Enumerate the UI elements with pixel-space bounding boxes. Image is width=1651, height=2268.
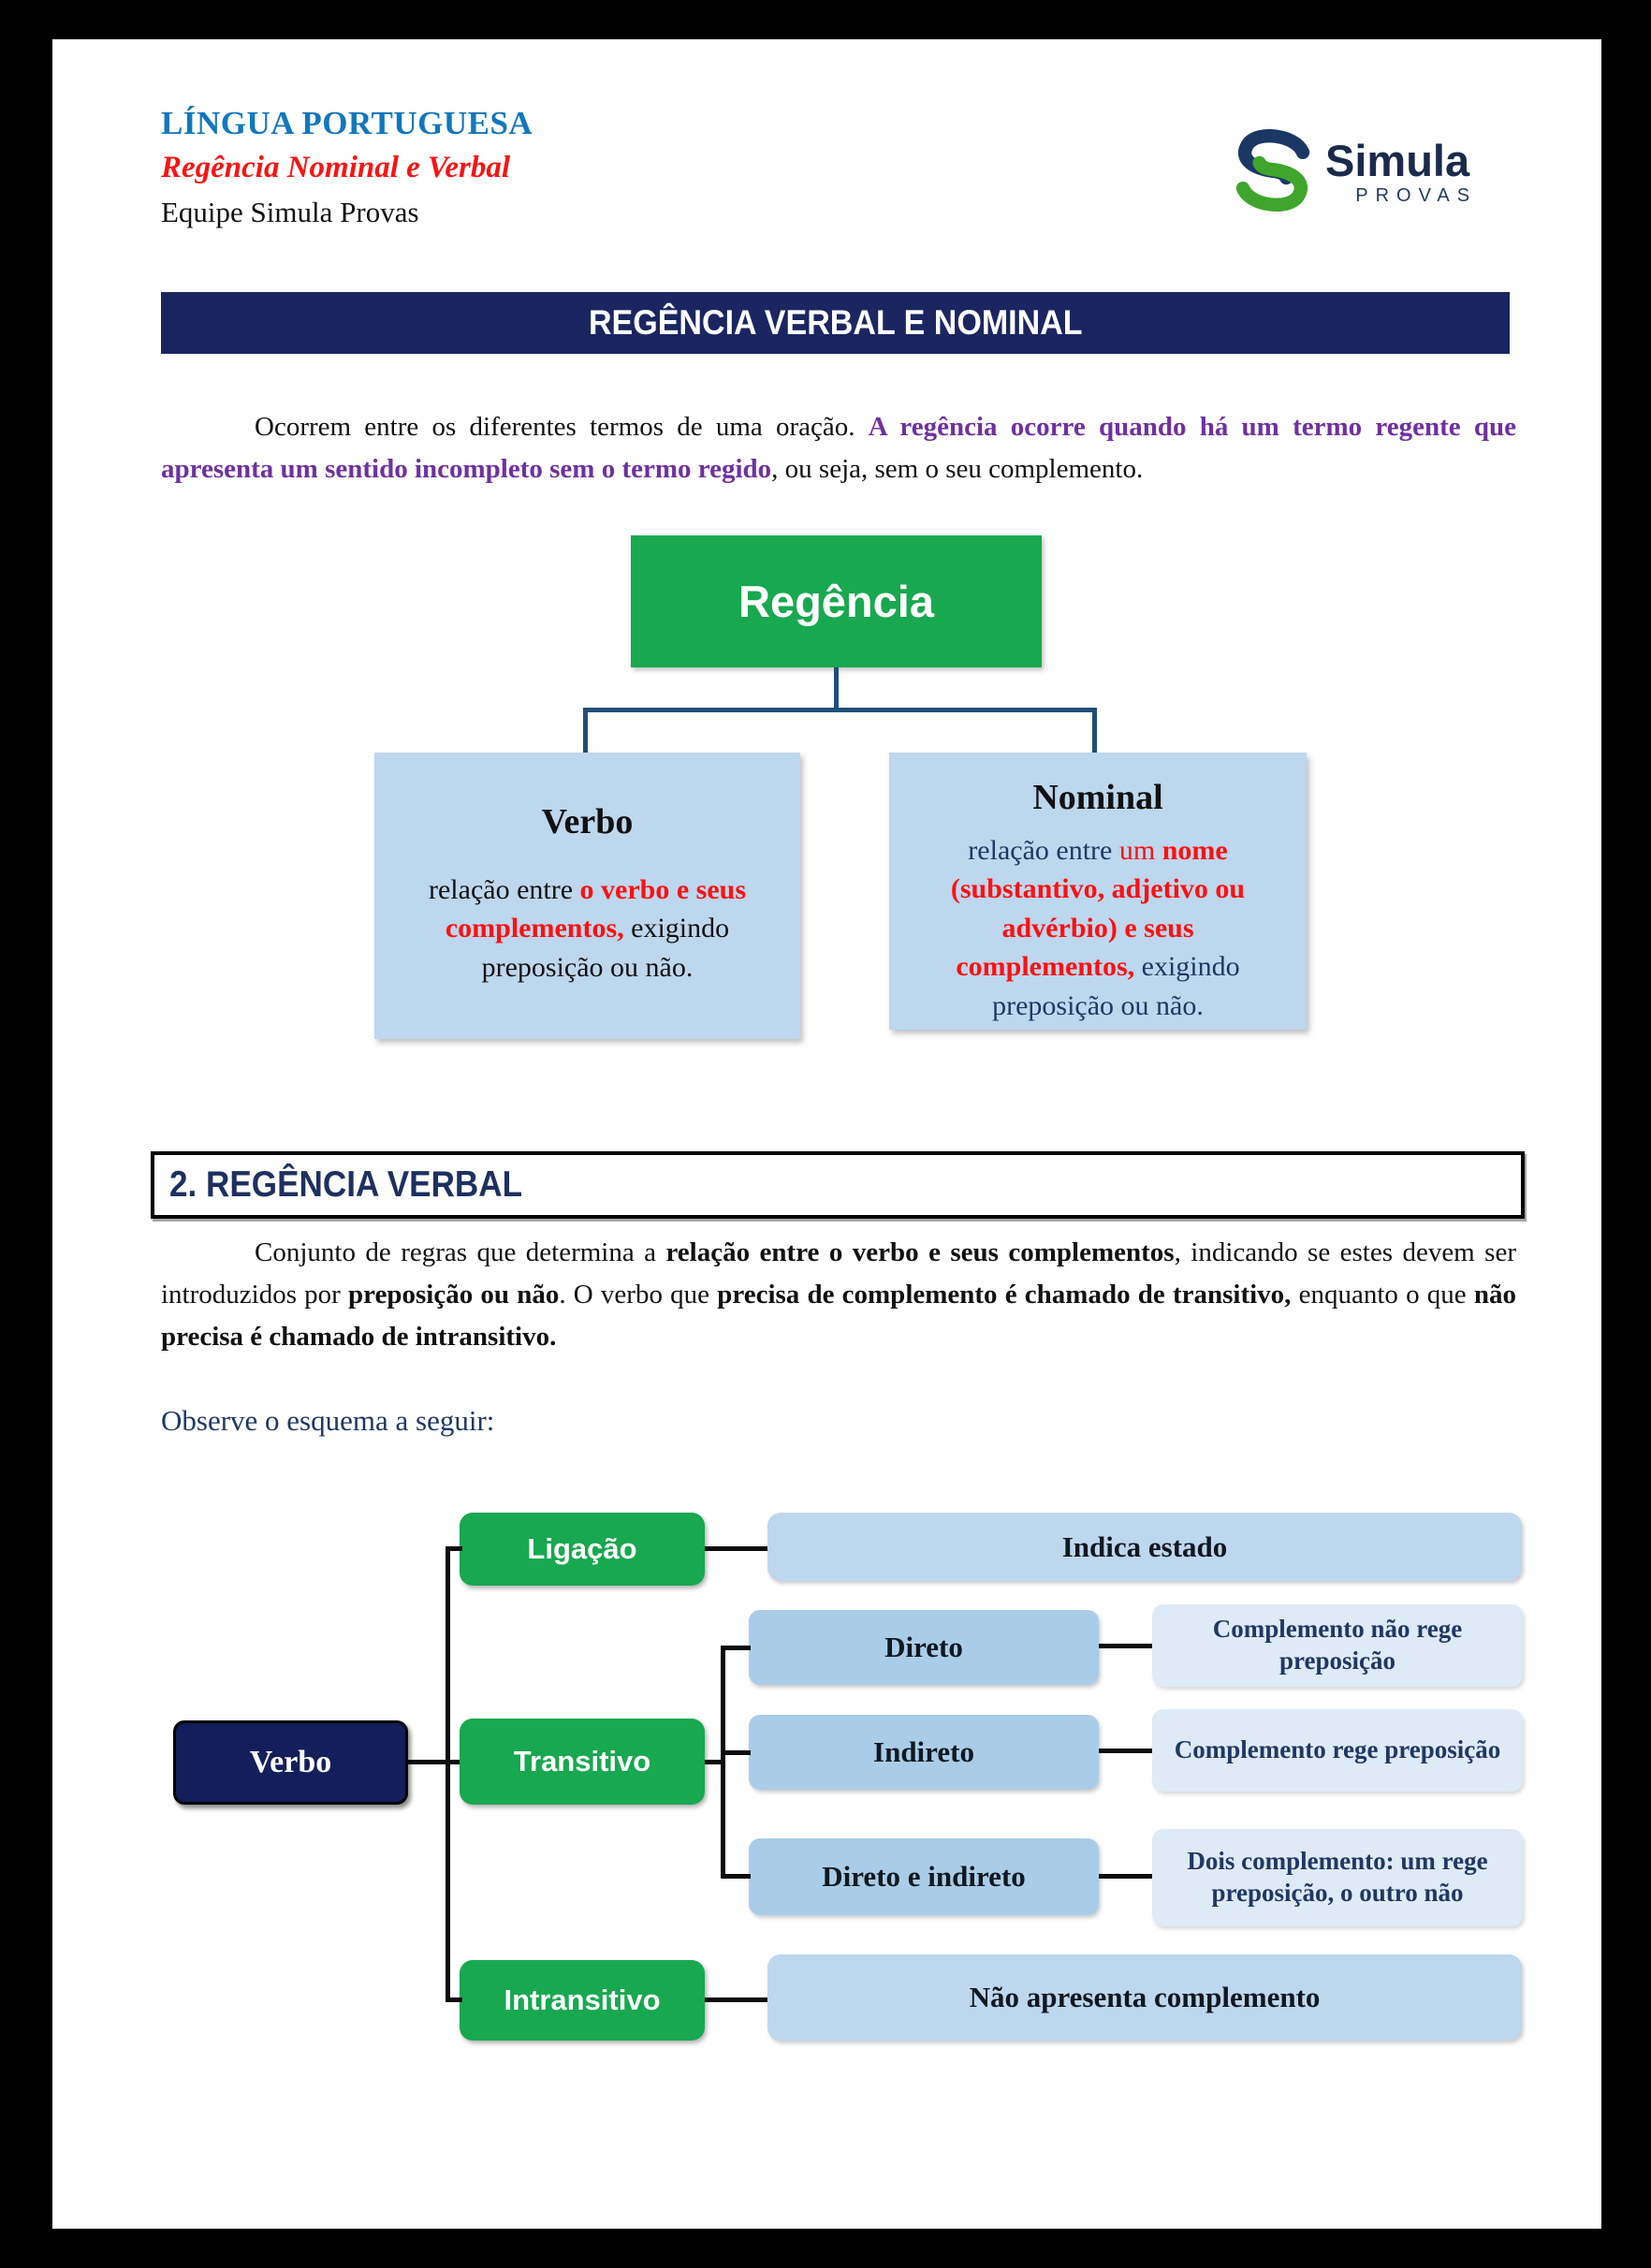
main-title-banner [161,292,1510,354]
nominal-card [889,753,1307,1030]
section2-header [151,1151,1525,1219]
verbo-card-body: relação entre o verbo e seus complementos, exigindo preposição ou não. [428,874,747,983]
flowchart-desc-indireto-label: Complemento rege preposição [1174,1735,1501,1764]
flowchart-direto-box [749,1610,1099,1685]
connector-direto-desc [1099,1644,1152,1648]
flowchart-nao-apresenta-box [767,1954,1522,2041]
flowchart-desc-direto-indireto-box [1152,1829,1523,1926]
connector-indireto-desc [1099,1749,1152,1753]
topic-title: Regência Nominal e Verbal [161,151,511,184]
flowchart-indireto-box [749,1715,1099,1790]
flowchart-ligacao-box [460,1513,705,1586]
flowchart-desc-direto-indireto-label: Dois complemento: um rege preposição, o outro não [1187,1847,1488,1907]
flowchart-ligacao-label: Ligação [527,1532,637,1565]
connector-to-direto-indireto [721,1874,751,1879]
flowchart-verbo-label: Verbo [249,1745,332,1779]
flowchart-desc-direto-box [1152,1604,1523,1687]
flowchart-transitivo-label: Transitivo [513,1745,651,1778]
flowchart-direto-indireto-box [749,1838,1099,1915]
flowchart-intransitivo-box [460,1960,705,2041]
flowchart-verbo-box [173,1720,408,1805]
logo-sub-text: PROVAS [1355,185,1478,206]
flowchart-desc-indireto-box [1152,1709,1523,1792]
logo-s-icon [1228,127,1318,218]
simula-provas-logo [1228,127,1478,218]
nominal-card-body: relação entre um nome (substantivo, adjetivo ou advérbio) e seus complementos, exigindo preposição ou não. [950,835,1246,1021]
nominal-card-title: Nominal [1032,778,1163,817]
regencia-root-box [631,535,1042,667]
flowchart-nao-apresenta-label: Não apresenta complemento [969,1981,1321,2013]
section2-paragraph: Conjunto de regras que determina a relação entre o verbo e seus complementos, indicando se estes devem ser introduzidos por preposição ou não. O verbo que precisa de complemento é chamado de transitivo, enquanto o que não precisa é chamado de intransitivo. [161,1237,1517,1352]
connector-to-ligacao [446,1546,462,1551]
connector-to-indireto [721,1750,751,1755]
connector-branch-right [1092,708,1097,754]
flowchart-intransitivo-label: Intransitivo [504,1983,661,2016]
flowchart-direto-indireto-label: Direto e indireto [822,1860,1026,1893]
logo-wordmark [1325,136,1478,207]
section2-title: 2. REGÊNCIA VERBAL [169,1164,523,1205]
connector-bracket2-vertical [721,1646,725,1879]
course-title: LÍNGUA PORTUGUESA [161,105,533,141]
connector-stem [834,667,839,710]
connector-intransitivo-result [705,1997,767,2002]
flowchart-desc-direto-label: Complemento não rege preposição [1212,1615,1463,1675]
flowchart-indica-estado-label: Indica estado [1061,1529,1228,1563]
connector-bracket1-vertical [446,1546,450,2002]
connector-to-direto [721,1646,751,1650]
connector-ligacao-result [705,1546,767,1551]
connector-branch-left [583,708,588,754]
connector-direto-indireto-desc [1099,1874,1152,1879]
verbo-card-title: Verbo [541,802,634,841]
flowchart-transitivo-box [460,1719,705,1805]
document-page [52,39,1601,2229]
connector-to-intransitivo [446,1997,462,2002]
connector-verbo-bracket [408,1760,460,1764]
team-name: Equipe Simula Provas [161,196,419,228]
verbo-card [374,753,800,1039]
intro-paragraph: Ocorrem entre os diferentes termos de uma oração. A regência ocorre quando há um termo regente que apresenta um sentido incompleto sem o termo regido, ou seja, sem o seu complemento. [161,412,1516,484]
flowchart-indica-estado-box [767,1513,1522,1581]
connector-horizontal [583,708,1097,712]
logo-brand-text: Simula [1325,136,1470,185]
regencia-root-label: Regência [738,577,934,626]
observe-caption: Observe o esquema a seguir: [161,1404,495,1437]
flowchart-direto-label: Direto [884,1631,963,1663]
main-title: REGÊNCIA VERBAL E NOMINAL [588,303,1083,342]
flowchart-indireto-label: Indireto [873,1735,974,1768]
